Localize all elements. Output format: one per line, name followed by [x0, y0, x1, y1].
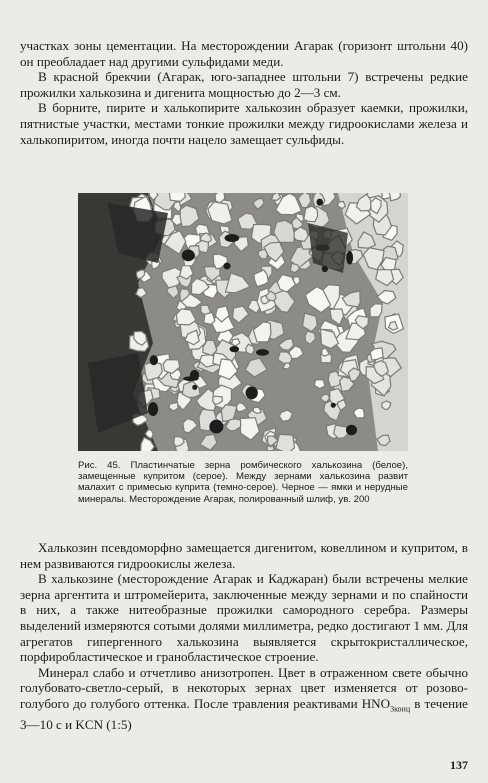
paragraph-2: В красной брекчии (Агарак, юго-западнее штольни 7) встречены редкие прожилки халькозина и дигенита мощностью до 2—3 см.: [20, 69, 468, 100]
formula-subscript: 3конц: [390, 704, 411, 714]
paragraph-6-end: в течение 3—10 с и KCN (1:5): [20, 695, 468, 733]
paragraph-6: [20, 665, 468, 733]
paragraph-5: В халькозине (месторождение Агарак и Каджаран) были встречены мелкие зерна аргентита и штромейерита, заключенные между зернами и по спайности в них, а также нитеобразные прожилки самородного серебра. Размеры выделений измеряются сотыми долями миллиметра, редко достигают 1 мм. Для агрегатов гипергенного халькозина выявляется скрытокристаллическое, порфиробластическое и гранобластическое строение.: [20, 571, 468, 665]
bottom-text-block: [20, 540, 468, 733]
micrograph-figure: [78, 193, 408, 451]
paragraph-1: участках зоны цементации. На месторождении Агарак (горизонт штольни 40) он преобладает над другими сульфидами меди.: [20, 38, 468, 69]
top-text-block: [20, 38, 468, 147]
paragraph-6-start: Минерал слабо и отчетливо анизотропен. Цвет в отраженном свете обычно голубовато-светло-серый, в некоторых зернах цвет изменяется от розово-голубого до голубого оттенка. После травления реактивами HNO: [20, 664, 468, 711]
page-number: 137: [450, 758, 468, 772]
caption-label: Рис. 45.: [78, 460, 121, 471]
caption-text: Пластинчатые зерна ромбического халькозина (белое), замещенные купритом (серое). Между зернами халькозина развит малахит с примесью куприта (темно-серое). Черное — ямки и нерудные минералы. Месторождение Агарак, полированный шлиф, ув. 200: [78, 460, 408, 505]
paragraph-3: В борните, пирите и халькопирите халькозин образует каемки, прожилки, пятнистые участки, местами тонкие прожилки между гидроокислами железа и халькопиритом, иногда почти нацело замещает сульфиды.: [20, 100, 468, 147]
paragraph-4: Халькозин псевдоморфно замещается дигенитом, ковеллином и купритом, в нем развиваются гидроокислы железа.: [20, 540, 468, 571]
figure-caption: [78, 460, 408, 505]
micrograph-image: [78, 193, 408, 451]
